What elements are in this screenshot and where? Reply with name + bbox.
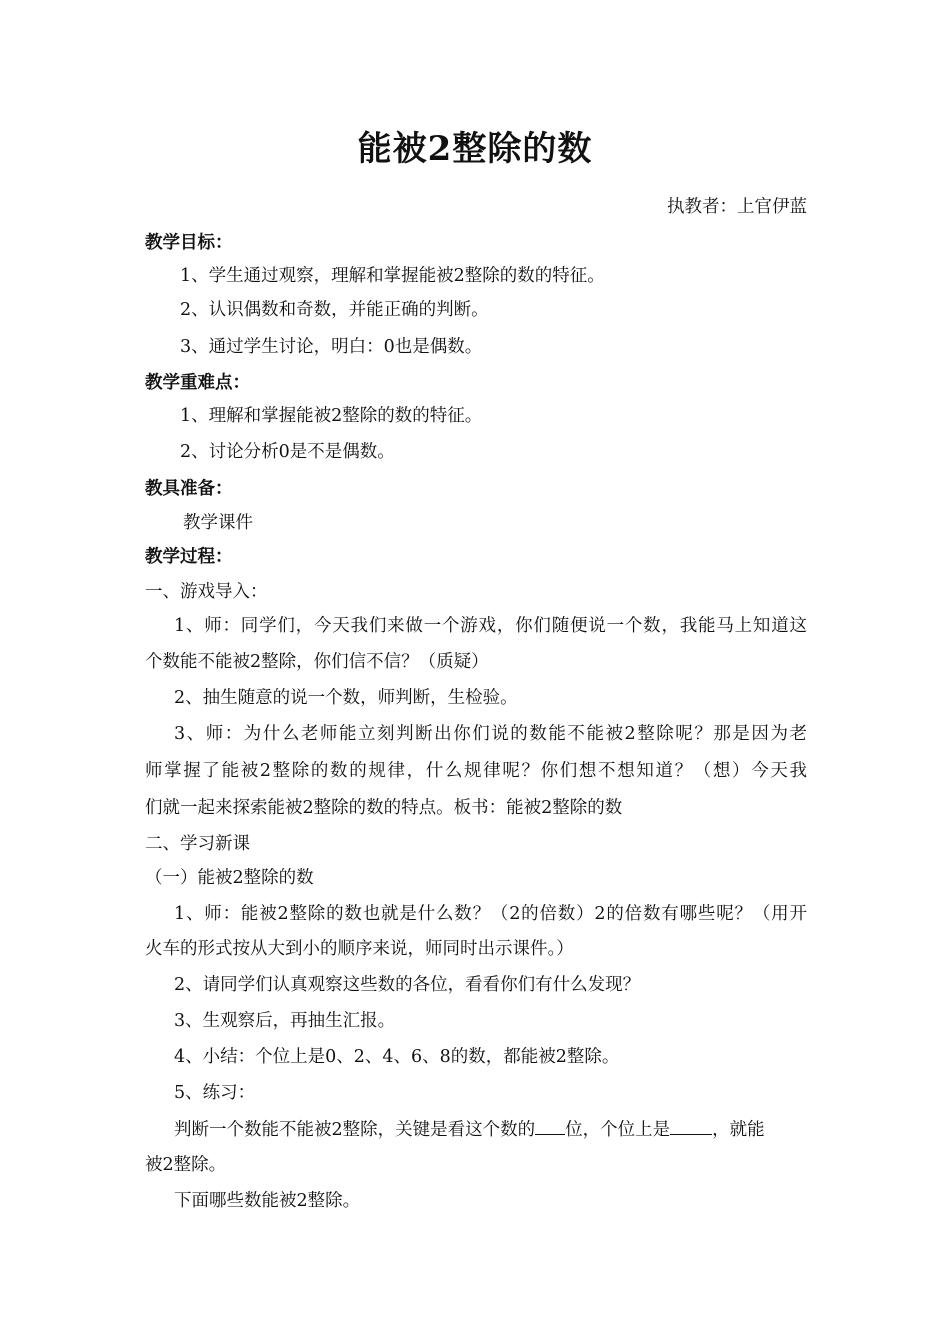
materials-heading: 教具准备： bbox=[145, 479, 233, 499]
section1-paragraph2: 2、抽生随意的说一个数，师判断，生检验。 bbox=[174, 688, 518, 708]
section1-paragraph1-line2: 个数能不能被2整除，你们信不信？（质疑） bbox=[145, 652, 489, 672]
section2-last-line: 下面哪些数能被2整除。 bbox=[174, 1191, 361, 1211]
objective-item-2: 2、认识偶数和奇数，并能正确的判断。 bbox=[180, 300, 489, 320]
section2-paragraph4: 4、小结：个位上是0、2、4、6、8的数，都能被2整除。 bbox=[174, 1047, 620, 1067]
key-points-heading: 教学重难点： bbox=[145, 373, 250, 393]
objectives-heading: 教学目标： bbox=[145, 233, 233, 253]
key-point-item-1: 1、理解和掌握能被2整除的数的特征。 bbox=[180, 406, 483, 426]
process-heading: 教学过程： bbox=[145, 547, 233, 567]
fill-text-part3: ，就能 bbox=[712, 1120, 765, 1140]
objective-item-3: 3、通过学生讨论，明白：0也是偶数。 bbox=[180, 337, 483, 357]
fill-in-sentence bbox=[174, 1116, 807, 1142]
fill-blank-digit bbox=[535, 1116, 565, 1135]
author-line: 执教者：上官伊蓝 bbox=[667, 197, 807, 217]
section2-paragraph2: 2、请同学们认真观察这些数的各位，看看你们有什么发现？ bbox=[174, 975, 641, 995]
fill-in-sentence-line2: 被2整除。 bbox=[145, 1155, 227, 1175]
fill-text-part2: 位，个位上是 bbox=[565, 1120, 671, 1140]
page-title: 能被2整除的数 bbox=[357, 129, 593, 169]
section1-paragraph1-line1: 1、师：同学们，今天我们来做一个游戏，你们随便说一个数，我能马上知道这 bbox=[174, 616, 807, 636]
section1-paragraph3-line1: 3、师：为什么老师能立刻判断出你们说的数能不能被2整除呢？那是因为老 bbox=[174, 724, 807, 744]
section2-paragraph3: 3、生观察后，再抽生汇报。 bbox=[174, 1011, 396, 1031]
section1-title: 一、游戏导入： bbox=[145, 582, 268, 602]
section2-paragraph1-line2: 火车的形式按从大到小的顺序来说，师同时出示课件。） bbox=[145, 939, 574, 959]
section2-subtitle: （一）能被2整除的数 bbox=[145, 868, 314, 888]
objective-item-1: 1、学生通过观察，理解和掌握能被2整除的数的特征。 bbox=[180, 266, 605, 286]
key-point-item-2: 2、讨论分析0是不是偶数。 bbox=[180, 442, 395, 462]
section1-paragraph3-line2: 师掌握了能被2整除的数的规律，什么规律呢？你们想不想知道？（想）今天我 bbox=[145, 761, 807, 781]
fill-text-part1: 判断一个数能不能被2整除，关键是看这个数的 bbox=[174, 1120, 536, 1140]
fill-blank-value bbox=[670, 1116, 712, 1135]
section2-paragraph1-line1: 1、师：能被2整除的数也就是什么数？（2的倍数）2的倍数有哪些呢？（用开 bbox=[174, 904, 807, 924]
section2-title: 二、学习新课 bbox=[145, 834, 250, 854]
materials-item: 教学课件 bbox=[183, 513, 253, 533]
section1-paragraph3-line3: 们就一起来探索能被2整除的数的特点。板书：能被2整除的数 bbox=[145, 798, 623, 818]
section2-paragraph5: 5、练习： bbox=[174, 1083, 256, 1103]
